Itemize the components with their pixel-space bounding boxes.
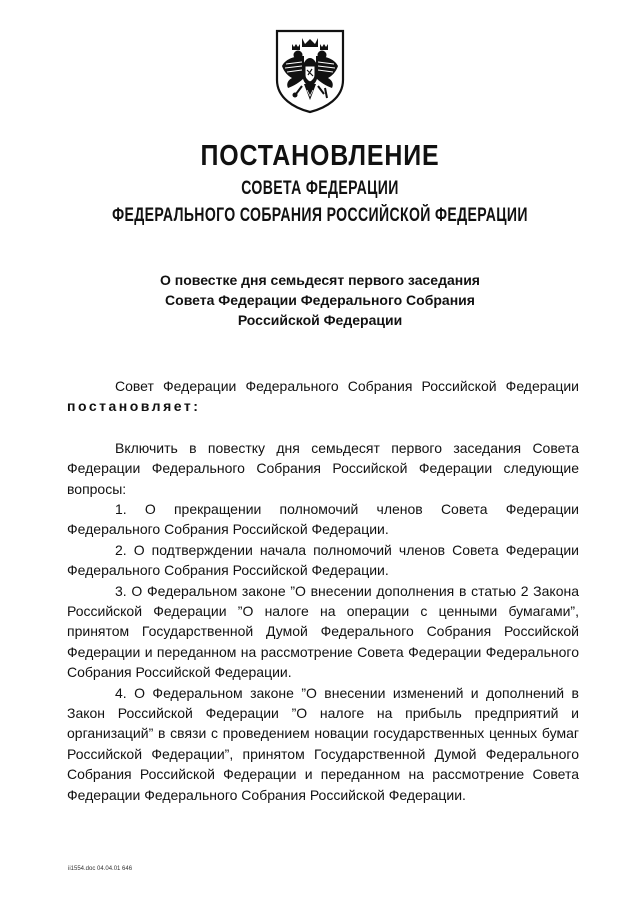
coat-of-arms-icon xyxy=(274,28,346,114)
main-paragraph: Включить в повестку дня семьдесят первого заседания Совета Федерации Федерального Собрания Российской Федерации следующие вопросы: xyxy=(67,440,579,497)
subject-line1: О повестке дня семьдесят первого заседания xyxy=(160,272,480,288)
document-subtitle-line2: ФЕДЕРАЛЬНОГО СОБРАНИЯ РОССИЙСКОЙ ФЕДЕРАЦИИ xyxy=(112,205,528,226)
agenda-item-2: 2. О подтверждении начала полномочий членов Совета Федерации Федерального Собрания Российской Федерации. xyxy=(67,541,579,579)
agenda-item-3: 3. О Федеральном законе ”О внесении дополнения в статью 2 Закона Российской Федерации ”О налоге на операции с ценными бумагами”, принятом Государственной Думой Федерального Собрания Российской Федерации и переданном на рассмотрение Совета Федерации Федерального Собрания Российской Федерации. xyxy=(67,582,579,681)
agenda-item-1: 1. О прекращении полномочий членов Совета Федерации Федерального Собрания Российской Федерации. xyxy=(67,501,579,538)
document-title: ПОСТАНОВЛЕНИЕ xyxy=(200,140,440,172)
agenda-list xyxy=(67,499,579,805)
document-subtitle-line1: СОВЕТА ФЕДЕРАЦИИ xyxy=(241,178,399,199)
agenda-item-4: 4. О Федеральном законе ”О внесении изменений и дополнений в Закон Российской Федерации ”О налоге на прибыль предприятий и организаций” в связи с проведением новации государственных ценных бумаг Российской Федерации”, принятом Государственной Думой Федерального Собрания Российской Федерации и переданном на рассмотрение Совета Федерации Федерального Собрания Российской Федерации. xyxy=(67,684,579,803)
intro-paragraph xyxy=(67,376,579,417)
decree-word: постановляет: xyxy=(67,398,201,415)
document-subject xyxy=(100,270,540,330)
intro-text: Совет Федерации Федерального Собрания Российской Федерации xyxy=(115,378,579,394)
subject-line2: Совета Федерации Федерального Собрания xyxy=(165,292,475,308)
document-reference: ii1554.doc 04.04.01 646 xyxy=(68,866,133,872)
subject-line3: Российской Федерации xyxy=(237,312,403,328)
